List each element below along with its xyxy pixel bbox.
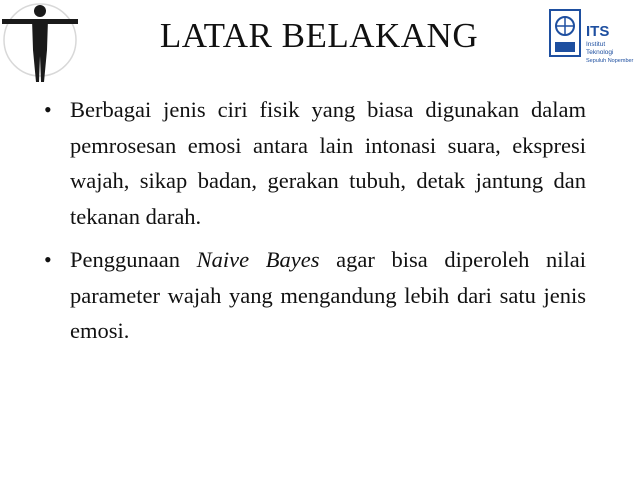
bullet-text-before: Penggunaan	[70, 247, 197, 272]
bullet-marker: •	[44, 97, 52, 122]
bullet-item	[44, 92, 586, 234]
svg-text:Institut: Institut	[586, 41, 606, 48]
bullet-text-after: agar bisa diperoleh nilai parameter wajah yang mengandung lebih dari satu jenis emosi.	[70, 247, 586, 343]
svg-text:Teknologi: Teknologi	[586, 49, 614, 56]
bullet-list	[44, 92, 586, 357]
its-logo	[548, 8, 634, 80]
bullet-text: Berbagai jenis ciri fisik yang biasa digunakan dalam pemrosesan emosi antara lain intonasi suara, ekspresi wajah, sikap badan, gerakan tubuh, detak jantung dan tekanan darah.	[70, 97, 586, 229]
slide-title: LATAR BELAKANG	[159, 16, 479, 55]
bullet-text-italic: Naive Bayes	[196, 247, 320, 272]
svg-text:ITS: ITS	[586, 23, 610, 40]
bullet-marker: •	[44, 247, 52, 272]
bullet-item	[44, 242, 586, 349]
svg-text:Sepuluh Nopember: Sepuluh Nopember	[586, 58, 634, 64]
